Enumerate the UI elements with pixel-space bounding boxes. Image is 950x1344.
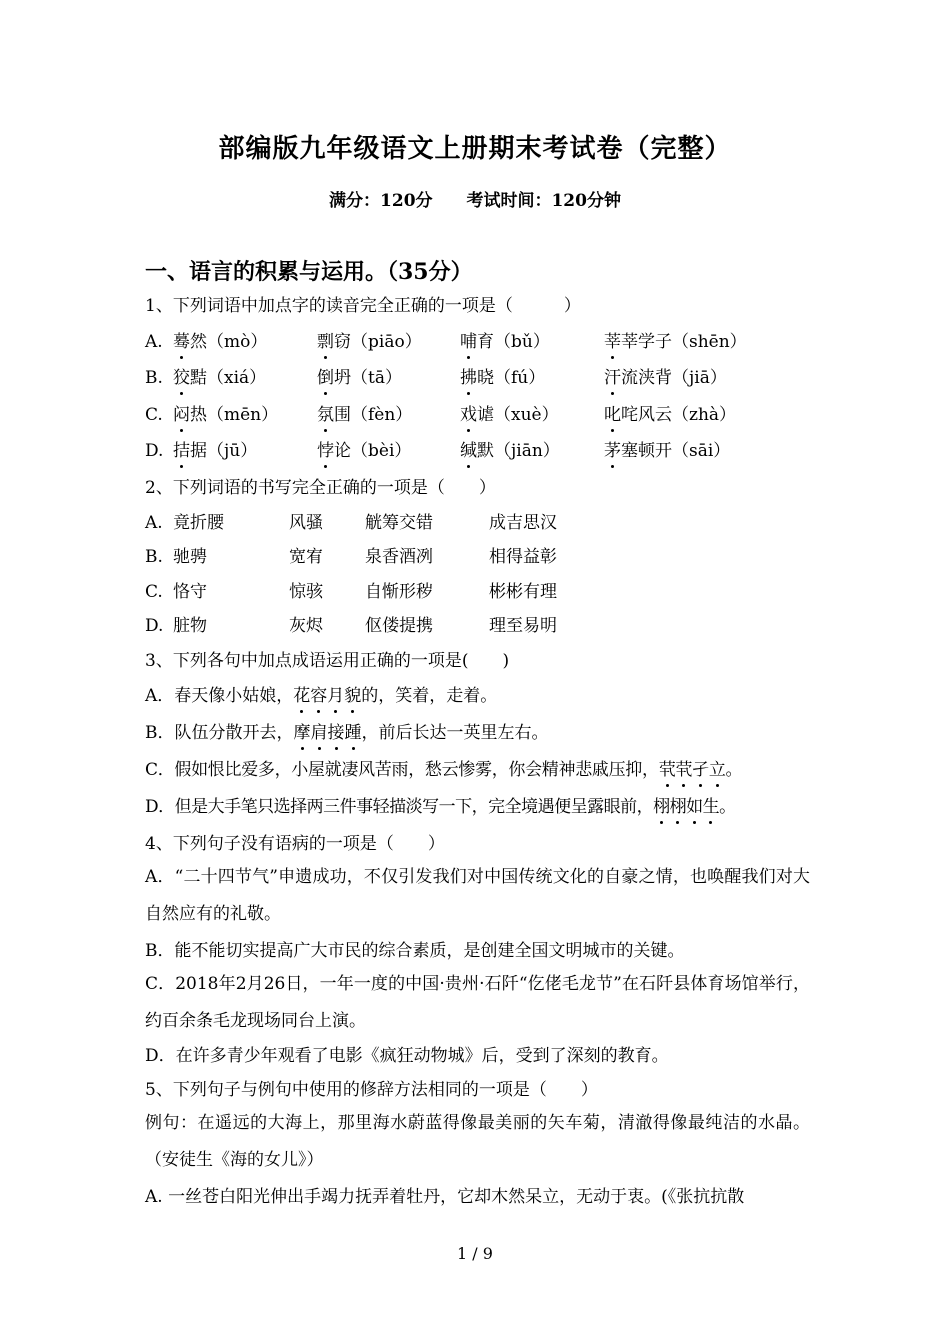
- q3-option-c: [145, 758, 742, 782]
- dotted-idiom: 摩肩接踵: [293, 723, 362, 743]
- option-word: 泉香酒冽: [365, 547, 433, 567]
- option-word: 彬彬有理: [489, 582, 557, 602]
- option-letter: B.: [145, 368, 163, 388]
- option-letter: A.: [145, 513, 163, 533]
- q3-stem: 3、下列各句中加点成语运用正确的一项是( ): [145, 651, 510, 671]
- option-word: 茅塞顿开（sāi）: [604, 441, 731, 461]
- page-number: 1 / 9: [457, 1244, 493, 1263]
- sentence-text: 。: [725, 760, 743, 780]
- q5-example: 例句：在遥远的大海上，那里海水蔚蓝得像最美丽的矢车菊，清澈得像最纯洁的水晶。（安徒生《海的女儿》）: [145, 1113, 810, 1170]
- option-word: 汗流浃背（jiā）: [604, 368, 727, 388]
- option-word: 倒坍（tā）: [317, 368, 402, 388]
- sentence-text: ，前后长达一英里左右。: [361, 723, 549, 743]
- option-word: 相得益彰: [489, 547, 557, 567]
- sentence-text: A．春天像小姑娘，: [145, 686, 294, 706]
- option-word: 氛围（fèn）: [317, 405, 413, 425]
- option-letter: C.: [145, 582, 163, 602]
- exam-info: [0, 186, 950, 211]
- q1-stem: 1、下列词语中加点字的读音完全正确的一项是（ ）: [145, 296, 581, 316]
- q5-option-a: A. 一丝苍白阳光伸出手竭力抚弄着牡丹，它却木然呆立，无动于衷。(《张抗抗散: [145, 1187, 745, 1207]
- sentence-text: C．假如恨比爱多，小屋就凄风苦雨，愁云惨雾，你会精神悲戚压抑，: [145, 760, 659, 780]
- option-word: 闷热（mēn）: [173, 405, 279, 425]
- option-word: 哺育（bǔ）: [460, 332, 550, 352]
- option-letter: D.: [145, 441, 164, 461]
- option-word: 莘莘学子（shēn）: [604, 332, 747, 352]
- option-word: 理至易明: [489, 616, 557, 636]
- option-letter: B.: [145, 547, 163, 567]
- option-word: 蓦然（mò）: [173, 332, 268, 352]
- option-word: 伛偻提携: [365, 616, 433, 636]
- option-word: 拮据（jū）: [173, 441, 258, 461]
- sentence-text: B．队伍分散开去，: [145, 723, 294, 743]
- option-word: 狡黠（xiá）: [173, 368, 267, 388]
- option-word: 缄默（jiān）: [460, 441, 560, 461]
- option-word: 觥筹交错: [365, 513, 433, 533]
- option-word: 剽窃（piāo）: [317, 332, 422, 352]
- sentence-text: 。: [719, 797, 736, 817]
- dotted-idiom: 花容月貌: [293, 686, 362, 706]
- q4-stem: 4、下列句子没有语病的一项是（ ）: [145, 834, 445, 854]
- full-score: 满分：120分: [329, 191, 433, 211]
- exam-time: 考试时间：120分钟: [466, 191, 621, 211]
- option-word: 宽宥: [289, 547, 323, 567]
- dotted-idiom: 茕茕孑立: [658, 760, 726, 780]
- option-word: 叱咤风云（zhà）: [604, 405, 737, 425]
- option-word: 拂晓（fú）: [460, 368, 546, 388]
- option-word: 悖论（bèi）: [317, 441, 412, 461]
- option-word: 风骚: [289, 513, 323, 533]
- sentence-text: D．但是大手笔只选择两三件事轻描淡写一下，完全境遇便呈露眼前，: [145, 797, 654, 817]
- page-title: 部编版九年级语文上册期末考试卷（完整）: [218, 134, 732, 164]
- q4-option-c: C．2018年2月26日，一年一度的中国·贵州·石阡“仡佬毛龙节”在石阡县体育场馆举行，约百余条毛龙现场同台上演。: [145, 974, 810, 1031]
- sentence-text: 的，笑着，走着。: [361, 686, 498, 706]
- option-word: 戏谑（xuè）: [460, 405, 559, 425]
- option-word: 竟折腰: [173, 513, 224, 533]
- option-letter: A.: [145, 332, 163, 352]
- option-word: 脏物: [173, 616, 207, 636]
- q3-option-a: [145, 684, 497, 708]
- option-word: 自惭形秽: [365, 582, 433, 602]
- option-letter: C.: [145, 405, 163, 425]
- q4-option-b: B．能不能切实提高广大市民的综合素质，是创建全国文明城市的关键。: [145, 941, 685, 961]
- option-word: 灰烬: [289, 616, 323, 636]
- dotted-idiom: 栩栩如生: [653, 797, 720, 817]
- q3-option-d: [145, 795, 736, 819]
- option-letter: D.: [145, 616, 164, 636]
- q5-stem: 5、下列句子与例句中使用的修辞方法相同的一项是（ ）: [145, 1080, 598, 1100]
- section-title: 一、语言的积累与运用。（35分）: [145, 259, 473, 285]
- q4-option-a: A．“二十四节气”申遗成功，不仅引发我们对中国传统文化的自豪之情，也唤醒我们对大自然应有的礼敬。: [145, 867, 810, 924]
- option-word: 驰骋: [173, 547, 207, 567]
- q4-option-d: D．在许多青少年观看了电影《疯狂动物城》后，受到了深刻的教育。: [145, 1046, 669, 1066]
- option-word: 恪守: [173, 582, 207, 602]
- q3-option-b: [145, 721, 549, 745]
- option-word: 成吉思汉: [489, 513, 557, 533]
- option-word: 惊骇: [289, 582, 323, 602]
- q2-stem: 2、下列词语的书写完全正确的一项是（ ）: [145, 478, 496, 498]
